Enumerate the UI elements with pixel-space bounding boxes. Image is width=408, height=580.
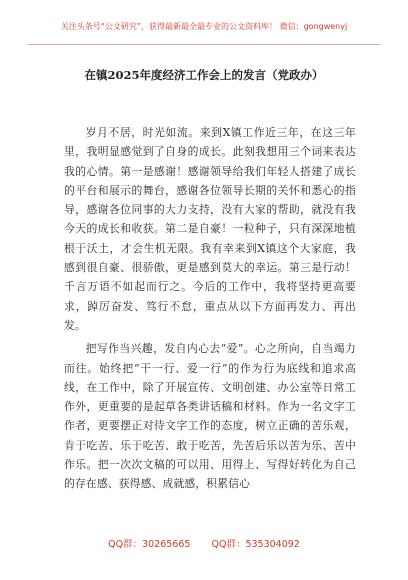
promo-banner: 关注头条号“公文研究”，获得最新最全最专业的公文资料库！ 微信：gongwenyj — [60, 22, 348, 31]
footer-contacts — [0, 536, 408, 550]
header-divider — [28, 44, 380, 45]
paragraph-1: 岁月不居，时光如流。来到X镇工作近三年，在这三年里，我明显感觉到了自身的成长。此刻我想用三个词来表达我的心情。第一是感谢！感谢领导给我们年轻人搭建了成长的平台和展示的舞台，感谢各位领导长期的关怀和悉心的指导，感谢各位同事的大力支持，没有大家的帮助，就没有我今天的成长和收获。第二是自豪！一粒种子，只有深深地植根于沃土，才会生机无限。我有幸来到X镇这个大家庭，我感到很自豪、很骄傲，更是感到莫大的幸运。第三是行动！千言万语不如起而行之。今后的工作中，我将坚持更高要求，踔厉奋发、笃行不怠，重点从以下方面再发力、再出发。 — [64, 126, 356, 332]
qq-group-1: QQ群：30265665 — [108, 539, 191, 550]
document-body — [64, 123, 356, 498]
document-title: 在镇2025年度经济工作会上的发言（党政办） — [84, 68, 324, 82]
qq-group-2: QQ群：535304092 — [211, 539, 300, 550]
paragraph-2: 把写作当兴趣，发自内心去“爱”。心之所向，自当竭力而往。始终把“干一行、爱一行”的作为行为底线和追求高线，在工作中，除了开展宣传、文明创建、办公室等日常工作外，更重要的是起草各类讲话稿和材料。作为一名文字工作者，更要摆正对待文字工作的态度，树立正确的苦乐观，肯于吃苦、乐于吃苦、敢于吃苦，先苦后乐以苦为乐、苦中作乐。把一次次文稿的可以用、用得上、写得好转化为自己的存在感、获得感、成就感，积累信心 — [64, 342, 356, 491]
